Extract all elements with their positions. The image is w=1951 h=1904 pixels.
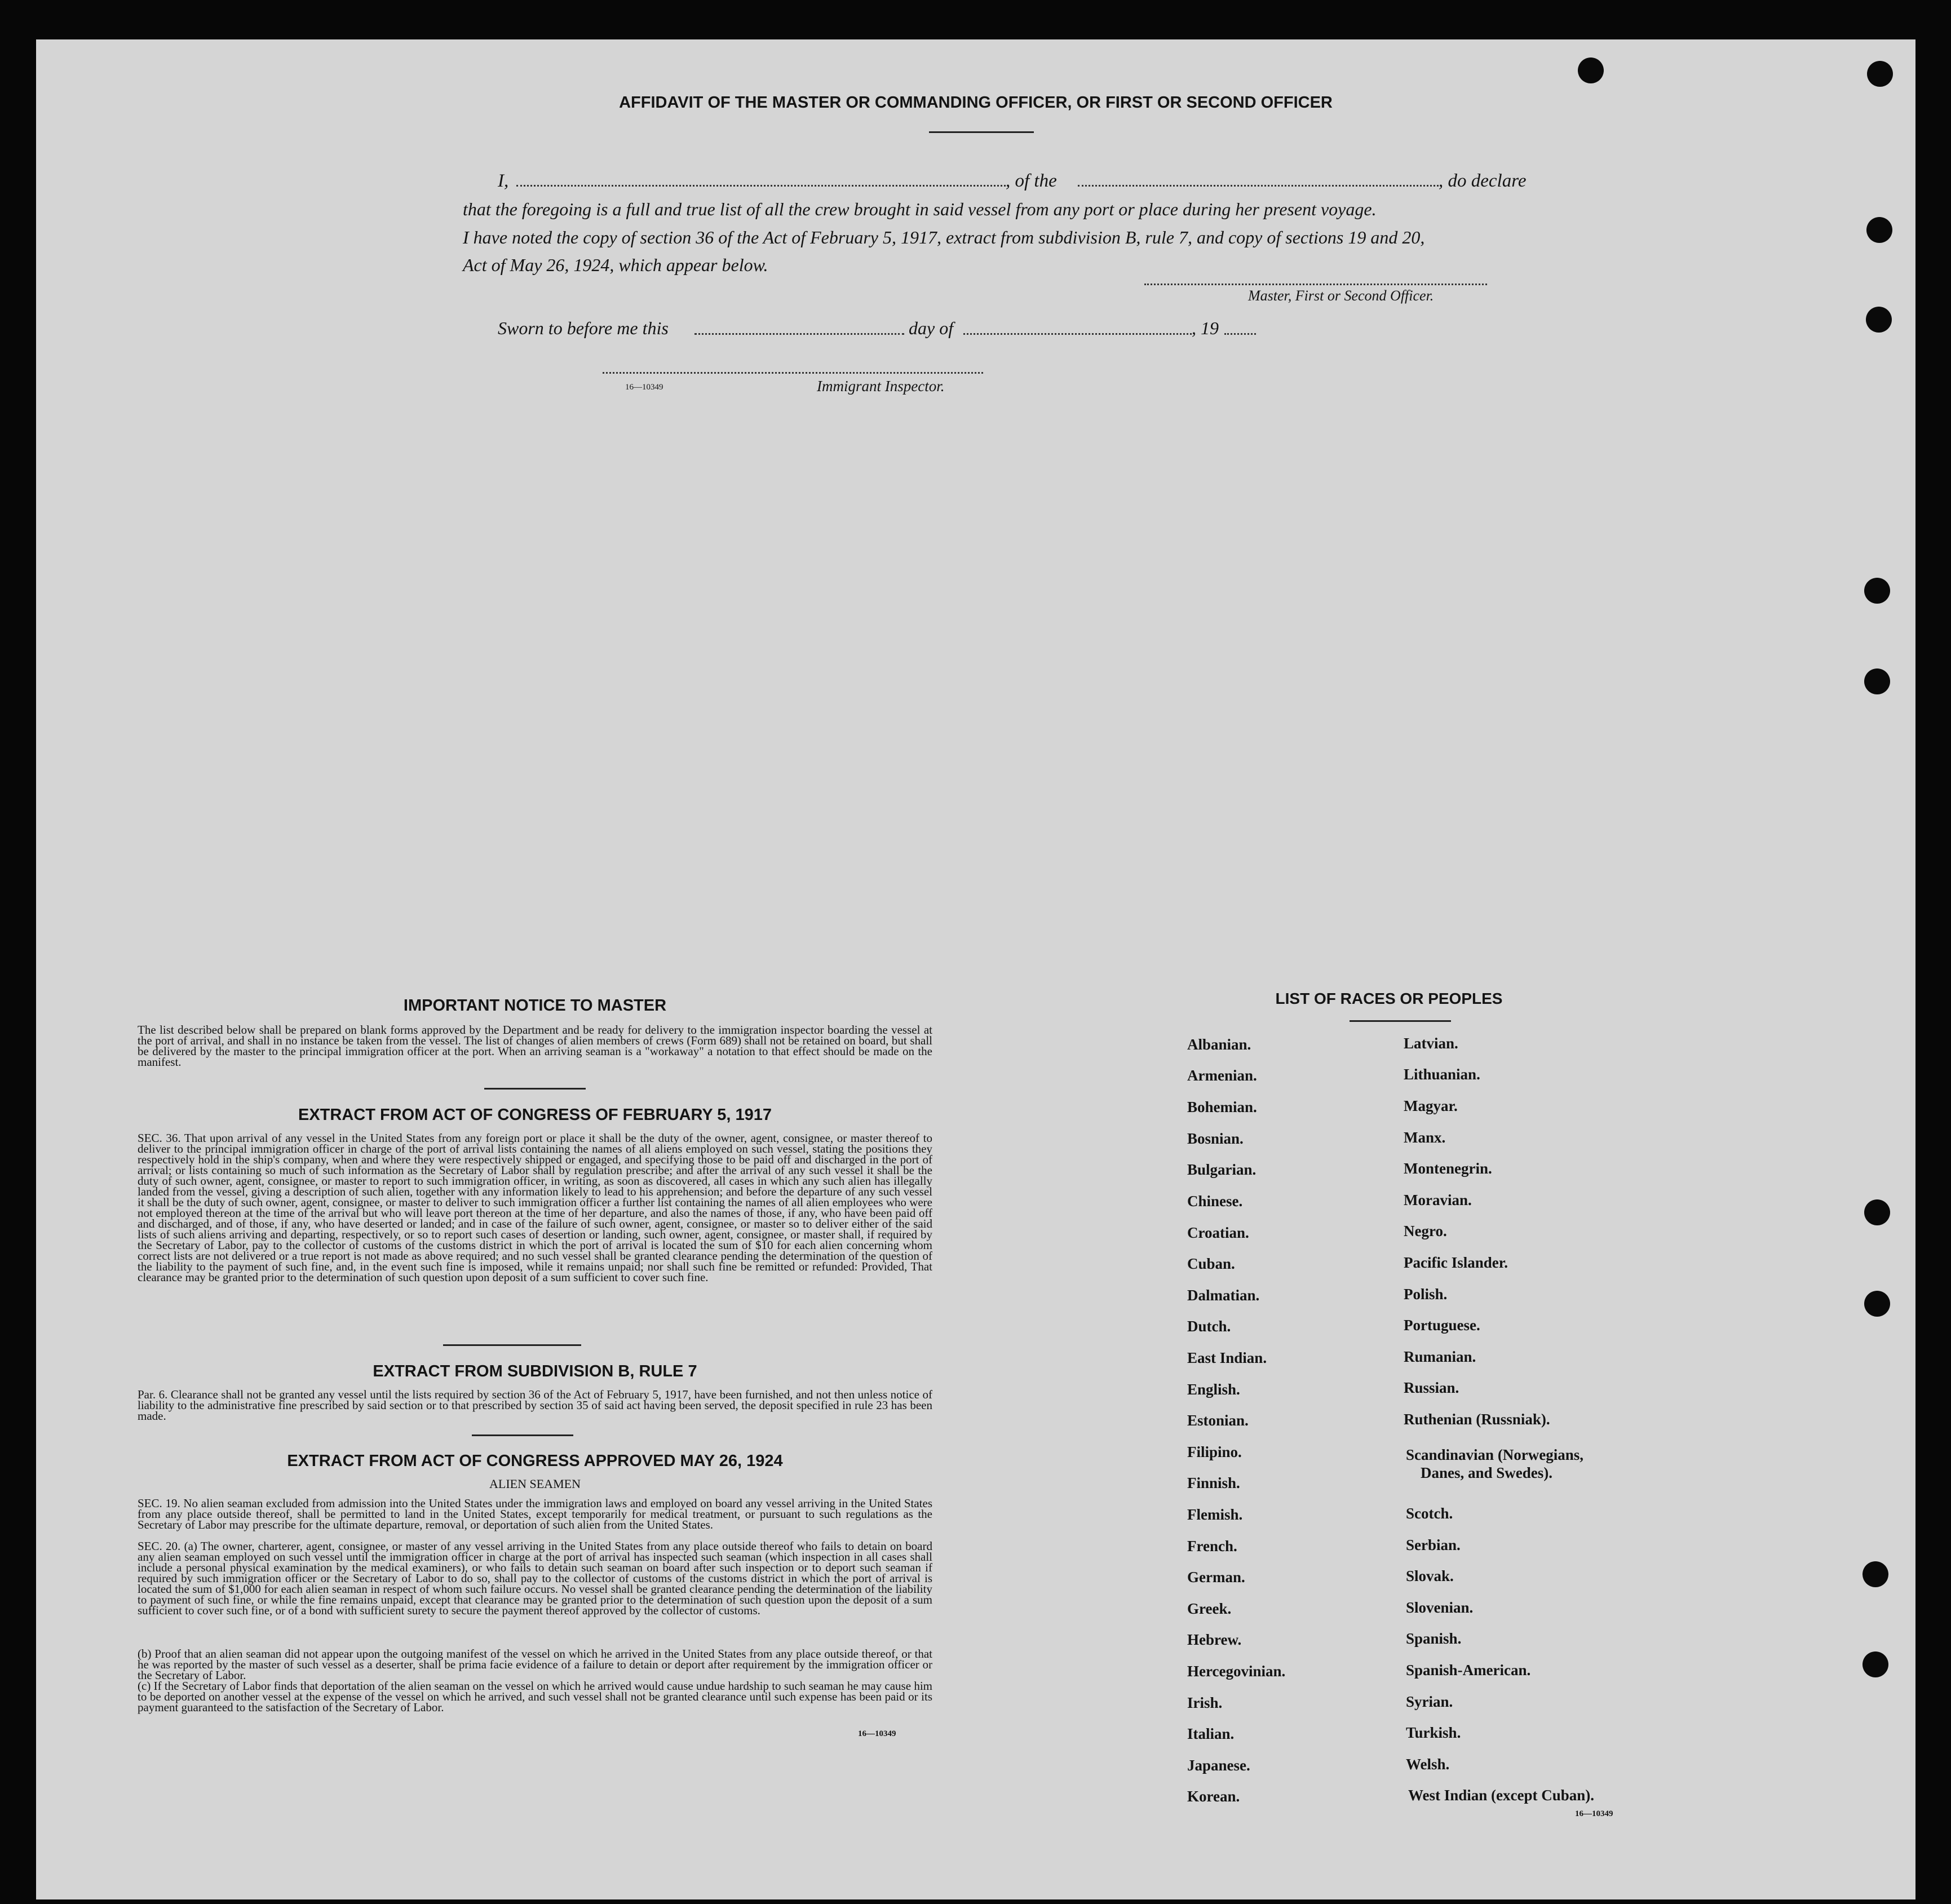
section-20c: (c) If the Secretary of Labor finds that deportation of the alien seaman on the vessel on which he arrived would cause undue hardship to such seaman he may cause him to be deported on another vessel at the expense of the vessel on which he arrived, and such vessel shall not be granted clearance until such expense has been paid or its payment guaranteed to the satisfaction of the Secretary of Labor. (138, 1679, 932, 1714)
declaration-do-declare: , do declare (1439, 171, 1527, 191)
races-title: LIST OF RACES OR PEOPLES (1275, 990, 1503, 1007)
sworn-label: Sworn to before me this (498, 318, 669, 338)
race-right: Serbian. (1406, 1537, 1461, 1553)
alien-seamen-subtitle: ALIEN SEAMEN (489, 1477, 581, 1491)
section-20b: (b) Proof that an alien seaman did not appear upon the outgoing manifest of the vessel on which he arrived in the United States from any place outside thereof, or that he was reported by the master of such vessel as a deserter, shall be prima facie evidence of a failure to detain or deport after requirement by the immigration officer or the Secretary of Labor. (138, 1647, 932, 1682)
race-left: Dalmatian. (1187, 1287, 1260, 1304)
punch-hole (1866, 307, 1892, 333)
race-left: English. (1187, 1381, 1240, 1398)
section-19: SEC. 19. No alien seaman excluded from admission into the United States under the immigration laws and employed on board any vessel arriving in the United States from any place outside thereof, shall be permitted to land in the United States, except temporarily for medical treatment, or pursuant to such regulations as the Secretary of Labor may prescribe for the ultimate departure, removal, or deportation of such alien from the United States. (138, 1496, 932, 1531)
race-right: Latvian. (1404, 1035, 1458, 1052)
race-left: Bosnian. (1187, 1130, 1244, 1147)
race-left: Italian. (1187, 1725, 1235, 1742)
race-right: Turkish. (1406, 1724, 1461, 1741)
declaration-of-the: , of the (1006, 171, 1057, 191)
inspector-caption: Immigrant Inspector. (817, 378, 945, 395)
year-blank (1224, 333, 1256, 335)
race-right: West Indian (except Cuban). (1408, 1787, 1595, 1804)
punch-hole (1864, 668, 1890, 694)
declaration-line-4: Act of May 26, 1924, which appear below. (463, 255, 768, 275)
punch-hole (1578, 57, 1604, 83)
punch-hole (1862, 1651, 1888, 1677)
race-right: Danes, and Swedes). (1421, 1464, 1553, 1481)
race-right: Moravian. (1404, 1192, 1472, 1208)
vessel-blank (1078, 185, 1439, 187)
race-right: Russian. (1404, 1379, 1459, 1396)
declaration-i: I, (498, 171, 509, 191)
race-left: German. (1187, 1569, 1245, 1586)
master-signature-caption: Master, First or Second Officer. (1248, 287, 1434, 304)
race-left: Greek. (1187, 1600, 1232, 1617)
punch-hole (1866, 217, 1892, 243)
race-left: Filipino. (1187, 1444, 1242, 1460)
race-left: Chinese. (1187, 1193, 1243, 1210)
form-number: 16—10349 (858, 1729, 896, 1738)
day-of-label: day of (909, 318, 954, 338)
race-left: Hebrew. (1187, 1631, 1242, 1648)
punch-hole (1867, 61, 1893, 87)
race-left: Irish. (1187, 1694, 1223, 1711)
punch-hole (1864, 578, 1890, 604)
section-divider (472, 1434, 573, 1436)
subdivision-b-body: Par. 6. Clearance shall not be granted any vessel until the lists required by section 36 of the Act of February 5, 1917, have been furnished, and not then unless notice of liability to the administrative fine prescribed by said section or to that prescribed by section 35 of said act having been served, the deposit specified in rule 23 has been made. (138, 1388, 932, 1423)
races-title-underline (1350, 1020, 1451, 1022)
race-left: Bohemian. (1187, 1099, 1257, 1115)
month-blank (963, 333, 1192, 335)
title-underline (929, 131, 1034, 133)
form-number: 16—10349 (1575, 1809, 1613, 1818)
inspector-signature-line (603, 372, 983, 374)
punch-hole (1862, 1561, 1888, 1587)
notice-body: The list described below shall be prepared on blank forms approved by the Department and be ready for delivery to the immigration inspector boarding the vessel at the port of arrival, and shall in no instance be taken from the vessel. The list of changes of alien members of crews (Form 689) shall not be retained on board, but shall be delivered by the master to the principal immigration officer at the port. When an arriving seaman is a "workaway" a notation to that effect should be made on the manifest. (138, 1023, 932, 1069)
race-right: Portuguese. (1404, 1317, 1480, 1334)
section-divider (443, 1344, 581, 1346)
race-right: Rumanian. (1404, 1348, 1476, 1365)
section-divider (484, 1088, 586, 1090)
race-left: Bulgarian. (1187, 1161, 1257, 1178)
race-left: Korean. (1187, 1788, 1240, 1805)
race-left: Japanese. (1187, 1757, 1250, 1774)
extract-1917-title: EXTRACT FROM ACT OF CONGRESS OF FEBRUARY 5, 1917 (298, 1106, 772, 1124)
race-right: Polish. (1404, 1286, 1448, 1303)
race-right: Spanish-American. (1406, 1662, 1531, 1679)
race-right: Welsh. (1406, 1756, 1450, 1773)
race-right: Negro. (1404, 1223, 1447, 1239)
race-right: Magyar. (1404, 1097, 1458, 1114)
extract-1917-body: SEC. 36. That upon arrival of any vessel in the United States from any foreign port or place it shall be the duty of the owner, agent, consignee, or master thereof to deliver to the principal immigration officer in charge of the port of arrival lists containing the names of all aliens employed on such vessel, stating the positions they respectively hold in the ship's company, when and where they were respectively shipped or engaged, and specifying those to be paid off and discharged in the port of arrival; or lists containing so much of such information as the Secretary of Labor shall by regulation prescribe; and after the arrival of any such vessel it shall be the duty of such owner, agent, consignee, or master to report to such immigration officer, in writing, as soon as discovered, all cases in which any such alien has illegally landed from the vessel, giving a description of such alien, together with any information likely to lead to his apprehension; and before the departure of any such vessel it shall be the duty of such owner, agent, consignee, or master to deliver to such immigration officer a further list containing the names of all alien employees who were not employed thereon at the time of the arrival but who will leave port thereon at the time of her departure, and also the names of those, if any, who have been paid off and discharged, and of those, if any, who have deserted or landed; and in case of the failure of such owner, agent, consignee, or master so to deliver either of the said lists of such aliens arriving and departing, respectively, or so to report such cases of desertion or landing, such owner, agent, consignee, or master shall, if required by the Secretary of Labor, pay to the collector of customs of the customs district in which the port of arrival is located the sum of $10 for each alien concerning whom correct lists are not delivered or a true report is not made as above required; and no such vessel shall be granted clearance pending the determination of the question of the liability to the payment of such fine, and, in the event such fine is imposed, while it remains unpaid; nor shall such fine be remitted or refunded: Provided, That clearance may be granted prior to the determination of such question upon deposit of a sum sufficient to cover such fine. (138, 1131, 932, 1284)
race-right: Pacific Islander. (1404, 1254, 1508, 1271)
form-number: 16—10349 (625, 383, 663, 392)
extract-1924-title: EXTRACT FROM ACT OF CONGRESS APPROVED MAY 26, 1924 (287, 1452, 783, 1470)
subdivision-b-title: EXTRACT FROM SUBDIVISION B, RULE 7 (373, 1362, 697, 1380)
race-left: Flemish. (1187, 1506, 1243, 1523)
race-left: Albanian. (1187, 1036, 1251, 1053)
race-left: Finnish. (1187, 1475, 1240, 1491)
race-right: Montenegrin. (1404, 1160, 1492, 1177)
punch-hole (1864, 1199, 1890, 1225)
race-right: Lithuanian. (1404, 1066, 1480, 1083)
declaration-line-3: I have noted the copy of section 36 of the Act of February 5, 1917, extract from subdivision B, rule 7, and copy of sections 19 and 20, (463, 227, 1425, 247)
race-right: Slovak. (1406, 1568, 1454, 1584)
section-20a: SEC. 20. (a) The owner, charterer, agent, consignee, or master of any vessel arriving in the United States from any place outside thereof who fails to detain on board any alien seaman employed on such vessel until the immigration officer in charge at the port of arrival has inspected such seaman (which inspection in all cases shall include a personal physical examination by the medical examiners), or who fails to detain such seaman on board after such inspection or to deport such seaman if required by such immigration officer or the Secretary of Labor to do so, shall pay to the collector of customs of the customs district in which the port of arrival is located the sum of $1,000 for each alien seaman in respect of whom such failure occurs. No vessel shall be granted clearance pending the determination of the liability to payment of such fine, or while the fine remains unpaid, except that clearance may be granted prior to the determination of such question upon the deposit of a sum sufficient to cover such fine, or of a bond with sufficient surety to secure the payment thereof approved by the collector of customs. (138, 1539, 932, 1617)
race-left: Estonian. (1187, 1412, 1249, 1429)
sworn-date-blank (694, 333, 904, 335)
affidavit-title: AFFIDAVIT OF THE MASTER OR COMMANDING OFFICER, OR FIRST OR SECOND OFFICER (619, 94, 1333, 112)
race-left: Armenian. (1187, 1067, 1257, 1084)
race-right: Syrian. (1406, 1693, 1453, 1710)
year-label: , 19 (1192, 318, 1219, 338)
name-blank (516, 185, 1006, 187)
race-left: Cuban. (1187, 1255, 1235, 1272)
race-left: Dutch. (1187, 1318, 1231, 1335)
race-right: Slovenian. (1406, 1599, 1474, 1616)
declaration-line-2: that the foregoing is a full and true list of all the crew brought in said vessel from any port or place during her present voyage. (463, 199, 1377, 219)
race-right: Scotch. (1406, 1505, 1453, 1522)
punch-hole (1864, 1291, 1890, 1317)
race-right: Manx. (1404, 1129, 1446, 1146)
notice-title: IMPORTANT NOTICE TO MASTER (403, 997, 667, 1015)
race-right: Scandinavian (Norwegians, (1406, 1446, 1584, 1463)
document-page (36, 39, 1915, 1899)
race-left: East Indian. (1187, 1349, 1267, 1366)
race-left: Hercegovinian. (1187, 1663, 1286, 1680)
race-left: Croatian. (1187, 1224, 1249, 1241)
race-left: French. (1187, 1538, 1237, 1555)
master-signature-line (1144, 284, 1487, 285)
race-right: Ruthenian (Russniak). (1404, 1411, 1550, 1428)
race-right: Spanish. (1406, 1630, 1462, 1647)
